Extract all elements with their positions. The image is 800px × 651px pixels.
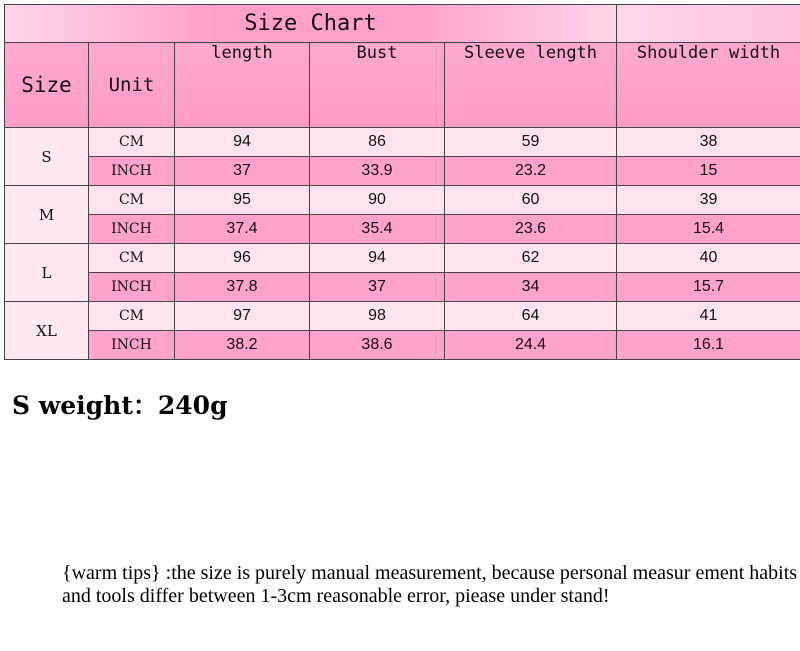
bust-value: 94 bbox=[310, 244, 445, 273]
sleeve-value: 23.2 bbox=[445, 157, 617, 186]
length-value: 37.4 bbox=[175, 215, 310, 244]
unit-cell: INCH bbox=[89, 215, 175, 244]
unit-cell: CM bbox=[89, 128, 175, 157]
length-value: 97 bbox=[175, 302, 310, 331]
title-side-cell bbox=[617, 5, 800, 43]
shoulder-value: 38 bbox=[617, 128, 800, 157]
length-value: 37 bbox=[175, 157, 310, 186]
unit-cell: INCH bbox=[89, 331, 175, 360]
length-value: 94 bbox=[175, 128, 310, 157]
unit-cell: CM bbox=[89, 244, 175, 273]
table-row bbox=[5, 331, 800, 360]
size-label: S bbox=[5, 128, 89, 186]
table-row bbox=[5, 273, 800, 302]
header-sleeve-length: Sleeve length bbox=[445, 43, 617, 128]
size-label: M bbox=[5, 186, 89, 244]
sleeve-value: 60 bbox=[445, 186, 617, 215]
header-shoulder-width: Shoulder width bbox=[617, 43, 800, 128]
length-value: 96 bbox=[175, 244, 310, 273]
bust-value: 86 bbox=[310, 128, 445, 157]
sleeve-value: 64 bbox=[445, 302, 617, 331]
header-size: Size bbox=[5, 43, 89, 128]
length-value: 38.2 bbox=[175, 331, 310, 360]
warm-tips-note: {warm tips} :the size is purely manual measurement, because personal measur ement habits and tools differ between 1-3cm reasonable error, piease under stand! bbox=[62, 562, 798, 607]
bust-value: 35.4 bbox=[310, 215, 445, 244]
table-row bbox=[5, 244, 800, 273]
shoulder-value: 15.4 bbox=[617, 215, 800, 244]
table-row bbox=[5, 157, 800, 186]
sleeve-value: 59 bbox=[445, 128, 617, 157]
unit-cell: CM bbox=[89, 186, 175, 215]
shoulder-value: 16.1 bbox=[617, 331, 800, 360]
unit-cell: INCH bbox=[89, 273, 175, 302]
unit-cell: CM bbox=[89, 302, 175, 331]
shoulder-value: 41 bbox=[617, 302, 800, 331]
sleeve-value: 62 bbox=[445, 244, 617, 273]
header-unit: Unit bbox=[89, 43, 175, 128]
shoulder-value: 15 bbox=[617, 157, 800, 186]
size-label: XL bbox=[5, 302, 89, 360]
sleeve-value: 34 bbox=[445, 273, 617, 302]
table-row bbox=[5, 302, 800, 331]
table-row bbox=[5, 215, 800, 244]
table-title: Size Chart bbox=[5, 5, 617, 43]
size-label: L bbox=[5, 244, 89, 302]
shoulder-value: 15.7 bbox=[617, 273, 800, 302]
table-row bbox=[5, 128, 800, 157]
size-chart-table bbox=[4, 4, 800, 360]
sleeve-value: 24.4 bbox=[445, 331, 617, 360]
sleeve-value: 23.6 bbox=[445, 215, 617, 244]
bust-value: 90 bbox=[310, 186, 445, 215]
shoulder-value: 40 bbox=[617, 244, 800, 273]
header-bust: Bust bbox=[310, 43, 445, 128]
bust-value: 98 bbox=[310, 302, 445, 331]
bust-value: 33.9 bbox=[310, 157, 445, 186]
title-row bbox=[5, 5, 800, 43]
header-row bbox=[5, 43, 800, 128]
bust-value: 38.6 bbox=[310, 331, 445, 360]
shoulder-value: 39 bbox=[617, 186, 800, 215]
bust-value: 37 bbox=[310, 273, 445, 302]
unit-cell: INCH bbox=[89, 157, 175, 186]
weight-note: S weight：240g bbox=[12, 391, 228, 420]
length-value: 37.8 bbox=[175, 273, 310, 302]
header-length: length bbox=[175, 43, 310, 128]
table-row bbox=[5, 186, 800, 215]
length-value: 95 bbox=[175, 186, 310, 215]
